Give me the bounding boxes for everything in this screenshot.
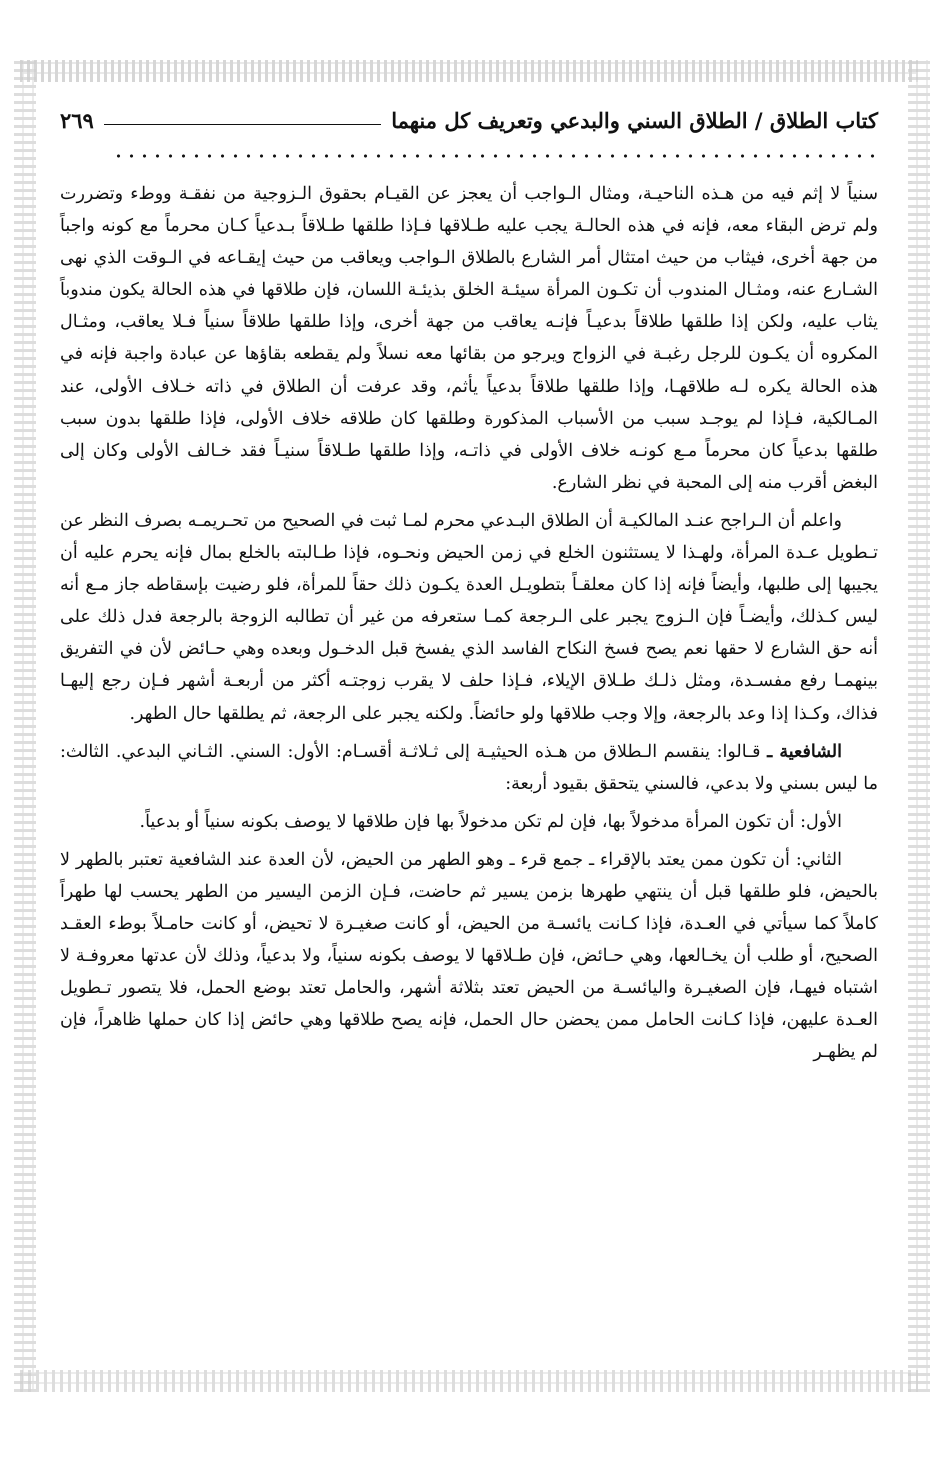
paragraph <box>60 736 878 800</box>
dotted-separator <box>112 153 876 159</box>
paragraph-text: الأول: أن تكون المرأة مدخولاً بها، فإن لم تكن مدخولاً بها فإن طلاقها لا يوصف بكونه سنياً أو بدعياً. <box>139 811 842 832</box>
decorative-border-left <box>14 60 36 1392</box>
paragraph <box>60 505 878 730</box>
header-rule <box>104 124 381 125</box>
page-number: ٢٦٩ <box>60 107 94 133</box>
paragraph <box>60 178 878 499</box>
decorative-border-top <box>20 60 918 82</box>
paragraph-text: قـالوا: ينقسم الـطلاق من هـذه الحيثيـة إلى ثـلاثـة أقسـام: الأول: السني. الثـاني البدعي. الثالث: ما ليس بسني ولا بدعي، فالسني يتحقق بقيود أربعة: <box>60 741 878 794</box>
paragraph <box>60 844 878 1069</box>
paragraph-text: الثاني: أن تكون ممن يعتد بالإقراء ـ جمع قرء ـ وهو الطهر من الحيض، لأن العدة عند الشافعية تعتبر بالطهر لا بالحيض، فلو طلقها قبل أن ينتهي طهرها بزمن يسير ثم حاضت، فـإن الزمن اليسير من الطهر يحسب لها طهراً كاملاً كما سيأتي في العـدة، فإذا كـانت يائسـة من الحيض، أو كانت صغيـرة لا تحيض، أو كانت حامـلاً بوطء العقـد الصحيح، أو طلب أن يخـالعها، وهي حـائض، فإن طـلاقها لا يوصف بكونه سنياً، ولا بدعياً، وذلك لأن عدتها معروفـة لا اشتباه فيهـا، فإن الصغيـرة واليائسـة من الحيض تعتد بثلاثة أشهر، والحامل تعتد بوضع الحمل، فلا يتصور تـطويل العـدة عليهن، فإذا كـانت الحامل ممن يحضن حال الحمل، فإنه يصح طلاقها وهي حائض إذا كان حملها ظاهراً، فإن لم يظهـر <box>60 849 878 1063</box>
paragraph-text: سنياً لا إثم فيه من هـذه الناحيـة، ومثال الـواجب أن يعجز عن القيـام بحقوق الـزوجية من نفقـة ووطء وتضررت ولم ترض البقاء معه، فإنه في هذه الحالـة يجب عليه طـلاقها فـإذا طلقها طـلاقاً بـدعياً كـان محرماً مع كونه واجباً من جهة أخرى، فيثاب من حيث امتثال أمر الشارع بالطلاق الـواجب ويعاقب من حيث إيقـاعه في الـوقت الذي نهى الشـارع عنه، ومثـال المندوب أن تكـون المرأة سيئـة الخلق بذيئـة اللسان، فإن طلاقها في هذه الحالة يكون مندوباً يثاب عليه، ولكن إذا طلقها طلاقاً بدعيـاً فإنـه يعاقب من جهة أخرى، وإذا طلقها طلاقاً سنياً فـلا يعاقب، ومثـال المكروه أن يكـون للرجل رغبـة في الزواج ويرجو من بقائها معه نسلاً ولم يقطعه بقاؤها عن عبادة واجبة فإنه في هذه الحالة يكره لـه طلاقهـا، وإذا طلقها طلاقاً بدعياً يأثم، وقد عرفت أن الطلاق في ذاته خـلاف الأولى، عند المـالكية، فـإذا لم يوجـد سبب من الأسباب المذكورة وطلقها كان طلاقه خلاف الأولى، فإذا طلقها بدون سبب طلقها بدعياً كان محرماً مـع كونـه خلاف الأولى في ذاتـه، وإذا طلقها طـلاقاً سنيـاً فقد خـالف الأولى وكان إلى البغض أقرب منه إلى المحبة في نظر الشارع. <box>60 184 879 493</box>
paragraph-text: واعلم أن الـراجح عنـد المالكيـة أن الطلاق البـدعي محرم لمـا ثبت في الصحيح من تحـريمـه بصرف النظر عن تـطويل عـدة المرأة، ولهـذا لا يستثنون الخلع في زمن الحيض ونحـوه، فإذا طـالبته بالخلع بمال فإنه يحرم عليه أن يجيبها إلى طلبها، وأيضاً فإنه إذا كان معلقـاً بتطويـل العدة يكـون ذلك حقاً للمرأة، فلو رضيت بإسقاطه جاز مـع أنه ليس كـذلك، وأيضـاً فإن الـزوج يجبر على الـرجعة كمـا ستعرفه من غير أن تطالبه الزوجة بالرجعة فدل ذلك على أنه حق الشارع لا حقها نعم يصح فسخ النكاح الفاسد الذي يفسخ قبل الدخـول وبعده وهي حـائض لأن في التفريق بينهمـا رفع مفسـدة، ومثل ذلـك طـلاق الإيلاء، فـإذا حلف لا يقرب زوجتـه أكثر من أربعـة أشهر فـإن رجع إليهـا فذاك، وكـذا إذا وعد بالرجعة، وإلا وجب طلاقها ولو حائضاً. ولكنه يجبر على الرجعة، ثم يطلقها حال الطهر. <box>60 510 878 724</box>
page-header <box>60 100 878 140</box>
paragraph-lead-shafiiya: الشافعية ـ <box>767 741 843 762</box>
paragraph <box>60 806 878 838</box>
running-title: كتاب الطلاق / الطلاق السني والبدعي وتعريف كل منهما <box>391 107 878 133</box>
decorative-border-right <box>908 60 930 1392</box>
page-body <box>60 178 878 1075</box>
decorative-border-bottom <box>20 1370 918 1392</box>
